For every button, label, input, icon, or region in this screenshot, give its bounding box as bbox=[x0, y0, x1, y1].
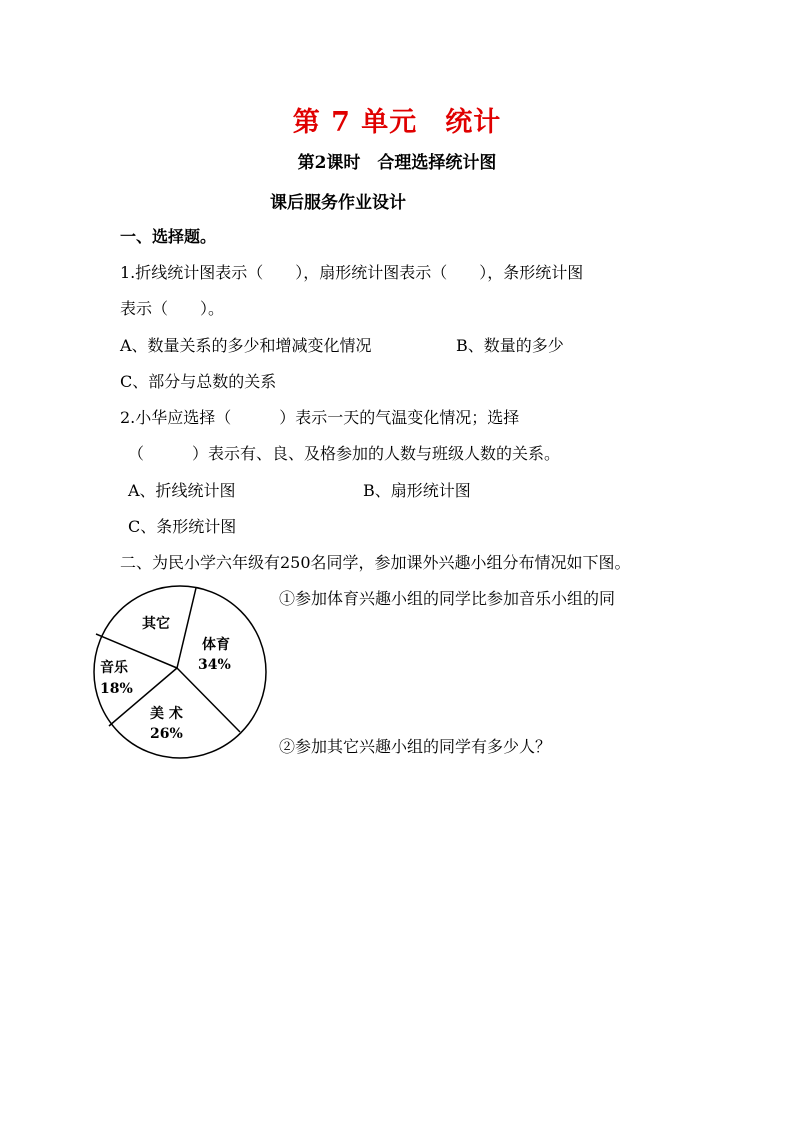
q2-option-a: A、折线统计图 bbox=[128, 481, 236, 500]
q2-line1: 2.小华应选择（ ）表示一天的气温变化情况；选择 bbox=[120, 408, 520, 427]
q1-option-a: A、数量关系的多少和增减变化情况 bbox=[120, 336, 372, 355]
worksheet-subtitle: 课后服务作业设计 bbox=[270, 193, 406, 213]
section-heading-choice: 一、选择题。 bbox=[120, 227, 217, 246]
slice-label-sports: 体育 bbox=[202, 637, 230, 653]
pie-chart bbox=[90, 582, 270, 762]
slice-label-other: 其它 bbox=[142, 616, 170, 632]
lesson-title: 第2课时 合理选择统计图 bbox=[297, 153, 497, 173]
q2-option-c: C、条形统计图 bbox=[128, 517, 237, 536]
section-heading-problem: 二、为民小学六年级有250名同学，参加课外兴趣小组分布情况如下图。 bbox=[120, 553, 631, 572]
q1-line2: 表示（ ）。 bbox=[120, 299, 225, 318]
q2-line2: （ ）表示有、良、及格参加的人数与班级人数的关系。 bbox=[128, 444, 561, 463]
q1-line1: 1.折线统计图表示（ ），扇形统计图表示（ ），条形统计图 bbox=[120, 263, 584, 282]
q1-option-b: B、数量的多少 bbox=[456, 336, 564, 355]
q2-option-b: B、扇形统计图 bbox=[363, 481, 471, 500]
problem-q1: ①参加体育兴趣小组的同学比参加音乐小组的同 bbox=[279, 589, 616, 608]
page-title: 第 7 单元 统计 bbox=[292, 107, 502, 138]
slice-label-art: 美 术 bbox=[150, 706, 183, 722]
slice-value-art: 26% bbox=[150, 726, 183, 742]
slice-label-music: 音乐 bbox=[100, 660, 128, 676]
problem-q2: ②参加其它兴趣小组的同学有多少人？ bbox=[279, 737, 552, 756]
q1-option-c: C、部分与总数的关系 bbox=[120, 372, 277, 391]
slice-value-sports: 34% bbox=[198, 657, 231, 673]
slice-value-music: 18% bbox=[100, 681, 133, 697]
